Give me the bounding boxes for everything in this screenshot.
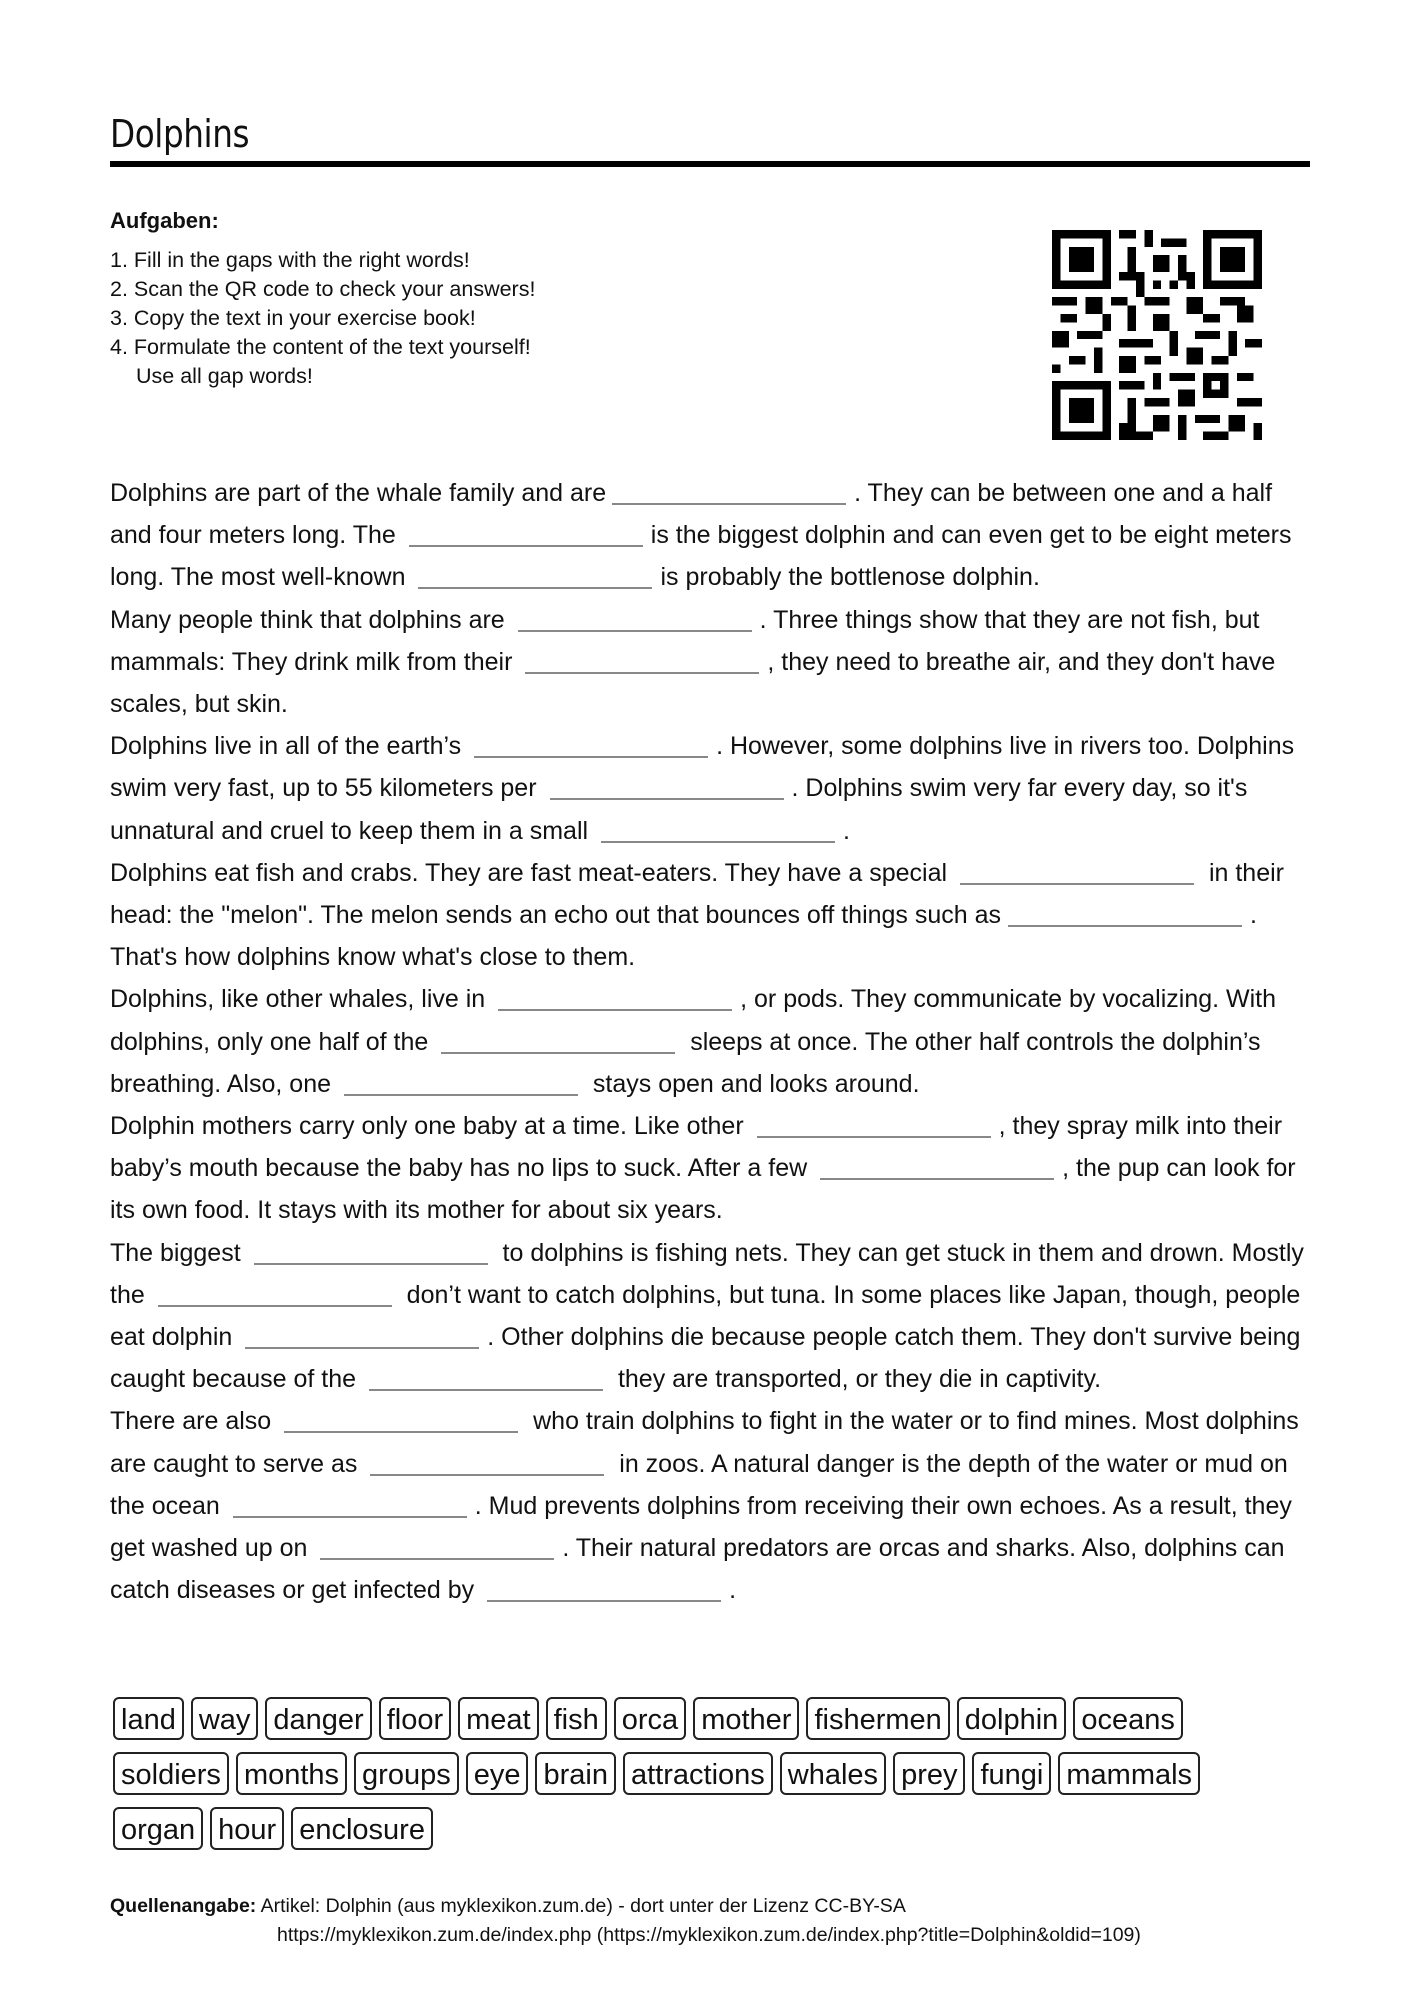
word-chip[interactable]: danger: [265, 1697, 371, 1740]
text-segment: . Mud prevents dolphins from receiving their own echoes. As a result, they get washed up on: [110, 1491, 1292, 1563]
word-bank: [113, 1697, 1313, 1862]
word-chip[interactable]: orca: [614, 1697, 686, 1740]
text-segment: sleeps at once. The other half controls the dolphin’s breathing. Also, one: [110, 1027, 1261, 1098]
gap-field[interactable]: [254, 1237, 488, 1265]
word-chip[interactable]: brain: [535, 1752, 616, 1795]
word-chip[interactable]: oceans: [1073, 1697, 1183, 1740]
word-chip[interactable]: months: [236, 1752, 347, 1795]
task-item: 1. Fill in the gaps with the right words!: [110, 248, 470, 272]
cloze-paragraph: [110, 599, 1315, 726]
text-segment: to dolphins is fishing nets. They can get stuck in them and drown. Mostly the: [110, 1238, 1304, 1309]
word-chip[interactable]: whales: [780, 1752, 886, 1795]
gap-field[interactable]: [344, 1068, 578, 1096]
word-chip[interactable]: eye: [466, 1752, 529, 1795]
gap-field[interactable]: [757, 1110, 991, 1138]
text-segment: . Other dolphins die because people catch them. They don't survive being caught because of the: [110, 1323, 1301, 1394]
cloze-paragraph: [110, 725, 1315, 852]
text-segment: they are transported, or they die in captivity.: [617, 1365, 1102, 1394]
task-item: Use all gap words!: [136, 364, 313, 388]
word-bank-row: [113, 1697, 1313, 1752]
gap-field[interactable]: [487, 1574, 721, 1602]
text-segment: who train dolphins to fight in the water or to find mines. Most dolphins are caught to serve as: [110, 1407, 1299, 1478]
text-segment: Dolphin mothers carry only one baby at a time. Like other: [110, 1112, 744, 1141]
text-segment: . That's how dolphins know what's close to them.: [110, 901, 1257, 972]
text-segment: is the biggest dolphin and can even get to be eight meters long. The most well-known: [110, 521, 1292, 592]
task-item: 4. Formulate the content of the text yourself!: [110, 335, 531, 359]
text-segment: in their head: the "melon". The melon sends an echo out that bounces off things such as: [110, 858, 1284, 930]
gap-field[interactable]: [158, 1279, 392, 1307]
text-segment: is probably the bottlenose dolphin.: [660, 563, 1040, 592]
gap-field[interactable]: [550, 772, 784, 800]
text-segment: Dolphins eat fish and crabs. They are fast meat-eaters. They have a special: [110, 858, 948, 887]
word-chip[interactable]: enclosure: [291, 1807, 433, 1850]
gap-field[interactable]: [370, 1448, 604, 1476]
word-chip[interactable]: soldiers: [113, 1752, 229, 1795]
cloze-paragraph: [110, 472, 1315, 599]
cloze-paragraph: [110, 978, 1315, 1105]
gap-field[interactable]: [418, 561, 652, 589]
text-segment: , or pods. They communicate by vocalizing. With dolphins, only one half of the: [110, 985, 1277, 1056]
text-segment: The biggest: [110, 1238, 241, 1267]
text-segment: . Dolphins swim very far every day, so it's unnatural and cruel to keep them in a small: [110, 774, 1248, 845]
gap-field[interactable]: [498, 983, 732, 1011]
word-chip[interactable]: fish: [546, 1697, 607, 1740]
text-segment: stays open and looks around.: [592, 1069, 920, 1098]
word-chip[interactable]: way: [191, 1697, 259, 1740]
title-rule: [110, 161, 1310, 167]
word-chip[interactable]: meat: [458, 1697, 538, 1740]
text-segment: Dolphins are part of the whale family and are: [110, 479, 607, 507]
text-segment: .: [729, 1576, 737, 1605]
word-chip[interactable]: fungi: [972, 1752, 1051, 1795]
gap-field[interactable]: [518, 604, 752, 632]
text-segment: . Their natural predators are orcas and sharks. Also, dolphins can catch diseases or get infected by: [110, 1534, 1285, 1605]
word-chip[interactable]: groups: [354, 1752, 459, 1795]
gap-field[interactable]: [441, 1026, 675, 1054]
gap-field[interactable]: [233, 1490, 467, 1518]
source-line: Artikel: Dolphin (aus myklexikon.zum.de) - dort unter der Lizenz CC-BY-SA: [260, 1895, 906, 1917]
word-chip[interactable]: land: [113, 1697, 184, 1740]
gap-field[interactable]: [960, 857, 1194, 885]
text-segment: , they need to breathe air, and they don't have scales, but skin.: [110, 647, 1276, 719]
qr-code-icon[interactable]: [1052, 230, 1262, 440]
gap-field[interactable]: [284, 1405, 518, 1433]
gap-field[interactable]: [525, 646, 759, 674]
word-chip[interactable]: floor: [379, 1697, 451, 1740]
gap-field[interactable]: [409, 519, 643, 547]
gap-field[interactable]: [474, 730, 708, 758]
source-label: Quellenangabe:: [110, 1895, 257, 1917]
word-chip[interactable]: organ: [113, 1807, 203, 1850]
page-title: Dolphins: [110, 112, 250, 156]
text-segment: Dolphins live in all of the earth’s: [110, 732, 462, 761]
gap-field[interactable]: [820, 1152, 1054, 1180]
word-chip[interactable]: prey: [893, 1752, 965, 1795]
tasks-heading: Aufgaben:: [110, 208, 219, 233]
text-segment: , they spray milk into their baby’s mouth because the baby has no lips to suck. After a few: [110, 1112, 1283, 1183]
text-segment: .: [843, 816, 850, 845]
word-bank-row: [113, 1752, 1313, 1807]
text-segment: , the pup can look for its own food. It stays with its mother for about six years.: [110, 1154, 1296, 1225]
text-segment: Many people think that dolphins are: [110, 605, 505, 634]
cloze-paragraph: [110, 1105, 1315, 1232]
gap-field[interactable]: [369, 1363, 603, 1391]
cloze-paragraph: [110, 1232, 1315, 1401]
task-item: 3. Copy the text in your exercise book!: [110, 306, 476, 330]
word-chip[interactable]: mother: [693, 1697, 799, 1740]
task-item: 2. Scan the QR code to check your answers!: [110, 277, 536, 301]
word-bank-row: [113, 1807, 1313, 1862]
gap-field[interactable]: [612, 477, 846, 505]
word-chip[interactable]: attractions: [623, 1752, 773, 1795]
cloze-paragraph: [110, 1400, 1315, 1611]
gap-field[interactable]: [245, 1321, 479, 1349]
word-chip[interactable]: hour: [210, 1807, 284, 1850]
tasks-list: [110, 246, 535, 391]
text-segment: Dolphins, like other whales, live in: [110, 985, 486, 1014]
text-segment: . They can be between one and a half and four meters long. The: [110, 479, 1273, 550]
cloze-paragraph: [110, 852, 1315, 979]
source-citation: [110, 1892, 1141, 1950]
word-chip[interactable]: fishermen: [806, 1697, 949, 1740]
word-chip[interactable]: dolphin: [957, 1697, 1067, 1740]
text-segment: in zoos. A natural danger is the depth of the water or mud on the ocean: [110, 1449, 1288, 1520]
word-chip[interactable]: mammals: [1058, 1752, 1200, 1795]
source-link[interactable]: https://myklexikon.zum.de/index.php (https://myklexikon.zum.de/index.php?title=Dolphin&oldid=109): [277, 1924, 1141, 1946]
text-segment: . Three things show that they are not fish, but mammals: They drink milk from their: [110, 605, 1260, 676]
text-segment: There are also: [110, 1407, 272, 1436]
text-segment: . However, some dolphins live in rivers too. Dolphins swim very fast, up to 55 kilometers per: [110, 732, 1295, 803]
gap-field[interactable]: [320, 1532, 554, 1560]
gap-field[interactable]: [1008, 899, 1242, 927]
text-segment: don’t want to catch dolphins, but tuna. In some places like Japan, though, people eat dolphin: [110, 1280, 1301, 1352]
gap-field[interactable]: [601, 815, 835, 843]
cloze-text: [110, 472, 1315, 1611]
